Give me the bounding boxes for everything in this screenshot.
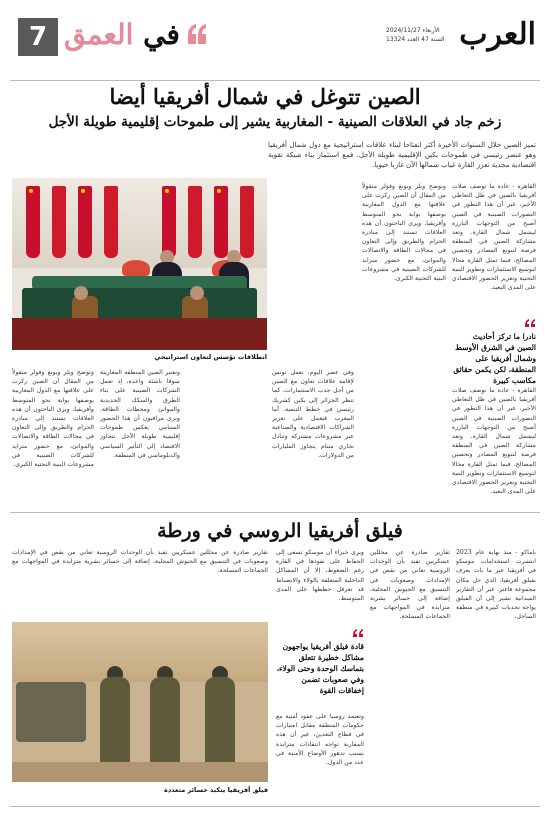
quote-mark-icon bbox=[186, 22, 208, 46]
flag-icon bbox=[162, 186, 176, 258]
page-header bbox=[0, 0, 550, 78]
carpet bbox=[12, 318, 267, 350]
story2-photo-caption: فيلق أفريقيا يتكبد خسائر متعددة bbox=[164, 786, 268, 794]
story1-photo-caption: انطلاقات تؤسس لتعاون استراتيجي bbox=[154, 353, 267, 361]
section-title bbox=[64, 18, 180, 52]
flag-icon bbox=[214, 186, 228, 258]
flag-icon bbox=[26, 186, 40, 258]
photo-sky bbox=[12, 622, 268, 682]
story2-photo bbox=[12, 622, 268, 782]
story2-column: باماكو - منذ نهاية عام 2023 انتشرت استخدامات موسكو في أفريقيا عبر ما بات يعرف بفيلق أفريقيا، الذي حل مكان مجموعة فاغنر. غير أن التقارير الميدانية تشير إلى أن الفيلق يواجه تحديات كبيرة في منطقة الساحل. bbox=[456, 549, 536, 621]
story1-column: القاهرة - عادة ما توصف صلات أفريقيا بالصين في ظل التعاطي الأخير، غير أن هذا التطور في التصورات الصينية في الصين أصبح من التوجهات البارزة ليشمل شمال القارة. وتعد مشاركة الصين في المنطقة فرصة لتنويع المصادر وتحصين المصالح، فيما تمثل القارة مجالا لتوسيع الاستثمارات وتطوير البنية التحتية وتعزيز الحضور الاقتصادي على المدى البعيد. bbox=[452, 387, 536, 496]
soldier bbox=[205, 677, 235, 772]
story1-lede: تميز الصين خلال السنوات الأخيرة أكثر انفتاحا لبناء علاقات استراتيجية مع دول شمال أفريقيا وهو عنصر رئيسي في طموحات بكين الإقليمية طويلة الأجل. فمع استثمار بناء شبكة تقوية اقتصادية مجدية تعزز القارة غياب شمالها الآن غاربا حيويا. bbox=[268, 141, 536, 169]
date-line: الأربعاء 2024/11/27 bbox=[386, 27, 440, 34]
story1-pullquote bbox=[452, 318, 536, 386]
photo-ground bbox=[12, 762, 268, 782]
story2-pullquote-text: قادة فيلق أفريقيا يواجهون مشاكل خطيرة تتعلق بتماسك الوحدة وحتى الولاء، وفي صعوبات تضمن إخفاقات القوة bbox=[276, 642, 364, 695]
story1-pullquote-text: نادرا ما تركز أحاديث الصين في الشرق الأوسط وشمال أفريقيا على المنطقة، لكن يكمن حقائق مكاسب كبيرة bbox=[453, 332, 536, 385]
story2-column: تقارير صادرة عن محللين عسكريين تفيد بأن الوحدات الروسية تعاني من نقص في الإمدادات وصعوبات في التنسيق مع الجيوش المحلية، إضافة إلى خسائر بشرية متزايدة في المواجهات مع الجماعات المسلحة. bbox=[12, 549, 268, 575]
section-title-prefix: في bbox=[143, 18, 180, 51]
flag-icon bbox=[188, 186, 202, 258]
story2-headline: فيلق أفريقيا الروسي في ورطة bbox=[157, 520, 403, 542]
flag-icon bbox=[78, 186, 92, 258]
divider bbox=[10, 806, 540, 807]
story2-pullquote bbox=[276, 628, 364, 696]
story1-column: وتوضح ويلز ويونغ وفولر منقولاً من المقال أن الصين ركزت على علاقتها مع الدول المغاربية بوصفها بوابة نحو المتوسط وأفريقيا. ويرى الباحثون أن هذه العلاقات تستند إلى مبادرة الحزام والطريق وإلى التعاون في مجالات الطاقة والاتصالات والموانئ، مع حضور متزايد للشركات الصينية في مشروعات البنية التحتية الكبرى. bbox=[362, 183, 446, 283]
story1-column: وتوضح ويلز ويونغ وفولر منقولاً من المقال أن الصين ركزت على علاقتها مع الدول المغاربية بوصفها بوابة نحو المتوسط وأفريقيا. ويرى الباحثون أن هذه العلاقات تستند إلى مبادرة الحزام والطريق وإلى التعاون في مجالات الطاقة والاتصالات والموانئ، مع حضور متزايد للشركات الصينية في مشروعات البنية التحتية الكبرى. bbox=[12, 369, 94, 469]
issue-line: السنة 47 العدد 13324 bbox=[386, 36, 445, 43]
story1-headline: زخم جاد في العلاقات الصينية - المغاربية يشير إلى طموحات إقليمية طويلة الأجل bbox=[48, 114, 502, 130]
section-title-main: العمق bbox=[64, 18, 134, 51]
story1-column: وتعتبر الصين المنطقة المغاربية سوقا ناشئة واعدة، إذ تعمل الشركات الصينية على بناء الطرق والسكك الحديدية والموانئ ومحطات الطاقة. ويرى مراقبون أن هذا الحضور المتنامي يعكس طموحات إقليمية طويلة الأجل تتجاوز الاقتصاد إلى التأثير السياسي والدبلوماسي في المنطقة. bbox=[100, 369, 180, 459]
flag-icon bbox=[52, 186, 66, 258]
military-vehicle bbox=[16, 682, 86, 742]
masthead bbox=[386, 17, 536, 76]
quote-mark-icon bbox=[524, 318, 536, 328]
divider bbox=[10, 512, 540, 513]
story1-column: وفي عصر اليوم، تعمل تونس لإقامة علاقات تعاون مع الصين من أجل جذب الاستثمارات، كما تنظر الجزائر إلى بكين كشريك رئيسي في خطط التنمية. أما المغرب فيعمل على تعزيز الشراكات الاقتصادية والصناعية عبر مشروعات مشتركة وتبادل تجاري متنام يتجاوز المليارات من الدولارات. bbox=[272, 369, 354, 459]
flag-icon bbox=[240, 186, 254, 258]
soldier bbox=[100, 677, 130, 772]
divider bbox=[10, 80, 540, 81]
person-head bbox=[74, 286, 88, 300]
flower-arrangement bbox=[122, 260, 150, 276]
quote-mark-icon bbox=[352, 628, 364, 638]
person-head bbox=[190, 286, 204, 300]
edition-info bbox=[386, 26, 450, 44]
story2-column: وتعتمد روسيا على عقود أمنية مع حكومات المنطقة مقابل امتيازات في قطاع التعدين، غير أن هذه المقاربة تواجه انتقادات متزايدة بسبب تدهور الأوضاع الأمنية في عدد من الدول. bbox=[276, 713, 364, 767]
page-number: 7 bbox=[18, 18, 58, 56]
story2-column: تقارير صادرة عن محللين عسكريين تفيد بأن الوحدات الروسية تعاني من نقص في الإمدادات وصعوبات في التنسيق مع الجيوش المحلية، إضافة إلى خسائر بشرية متزايدة في المواجهات مع الجماعات المسلحة. bbox=[370, 549, 450, 621]
story1-column: القاهرة - عادة ما توصف صلات أفريقيا بالصين في ظل التعاطي الأخير، غير أن هذا التطور في التصورات الصينية في الصين أصبح من التوجهات البارزة ليشمل شمال القارة. وتعد مشاركة الصين في المنطقة فرصة لتنويع المصادر وتحصين المصالح، فيما تمثل القارة مجالا لتوسيع الاستثمارات وتطوير البنية التحتية وتعزيز الحضور الاقتصادي على المدى البعيد. bbox=[452, 183, 536, 292]
story2-column: ويرى خبراء أن موسكو تسعى إلى الحفاظ على نفوذها في القارة رغم الضغوط، إلا أن المشاكل الداخلية المتعلقة بالولاء والانضباط قد تعرقل خططها على المدى المتوسط. bbox=[276, 549, 364, 603]
flag-icon bbox=[104, 186, 118, 258]
story1-photo bbox=[12, 178, 267, 350]
story1-kicker: الصين تتوغل في شمال أفريقيا أيضا bbox=[109, 84, 421, 109]
soldier bbox=[150, 677, 180, 772]
newspaper-logo: العرب bbox=[459, 17, 536, 52]
